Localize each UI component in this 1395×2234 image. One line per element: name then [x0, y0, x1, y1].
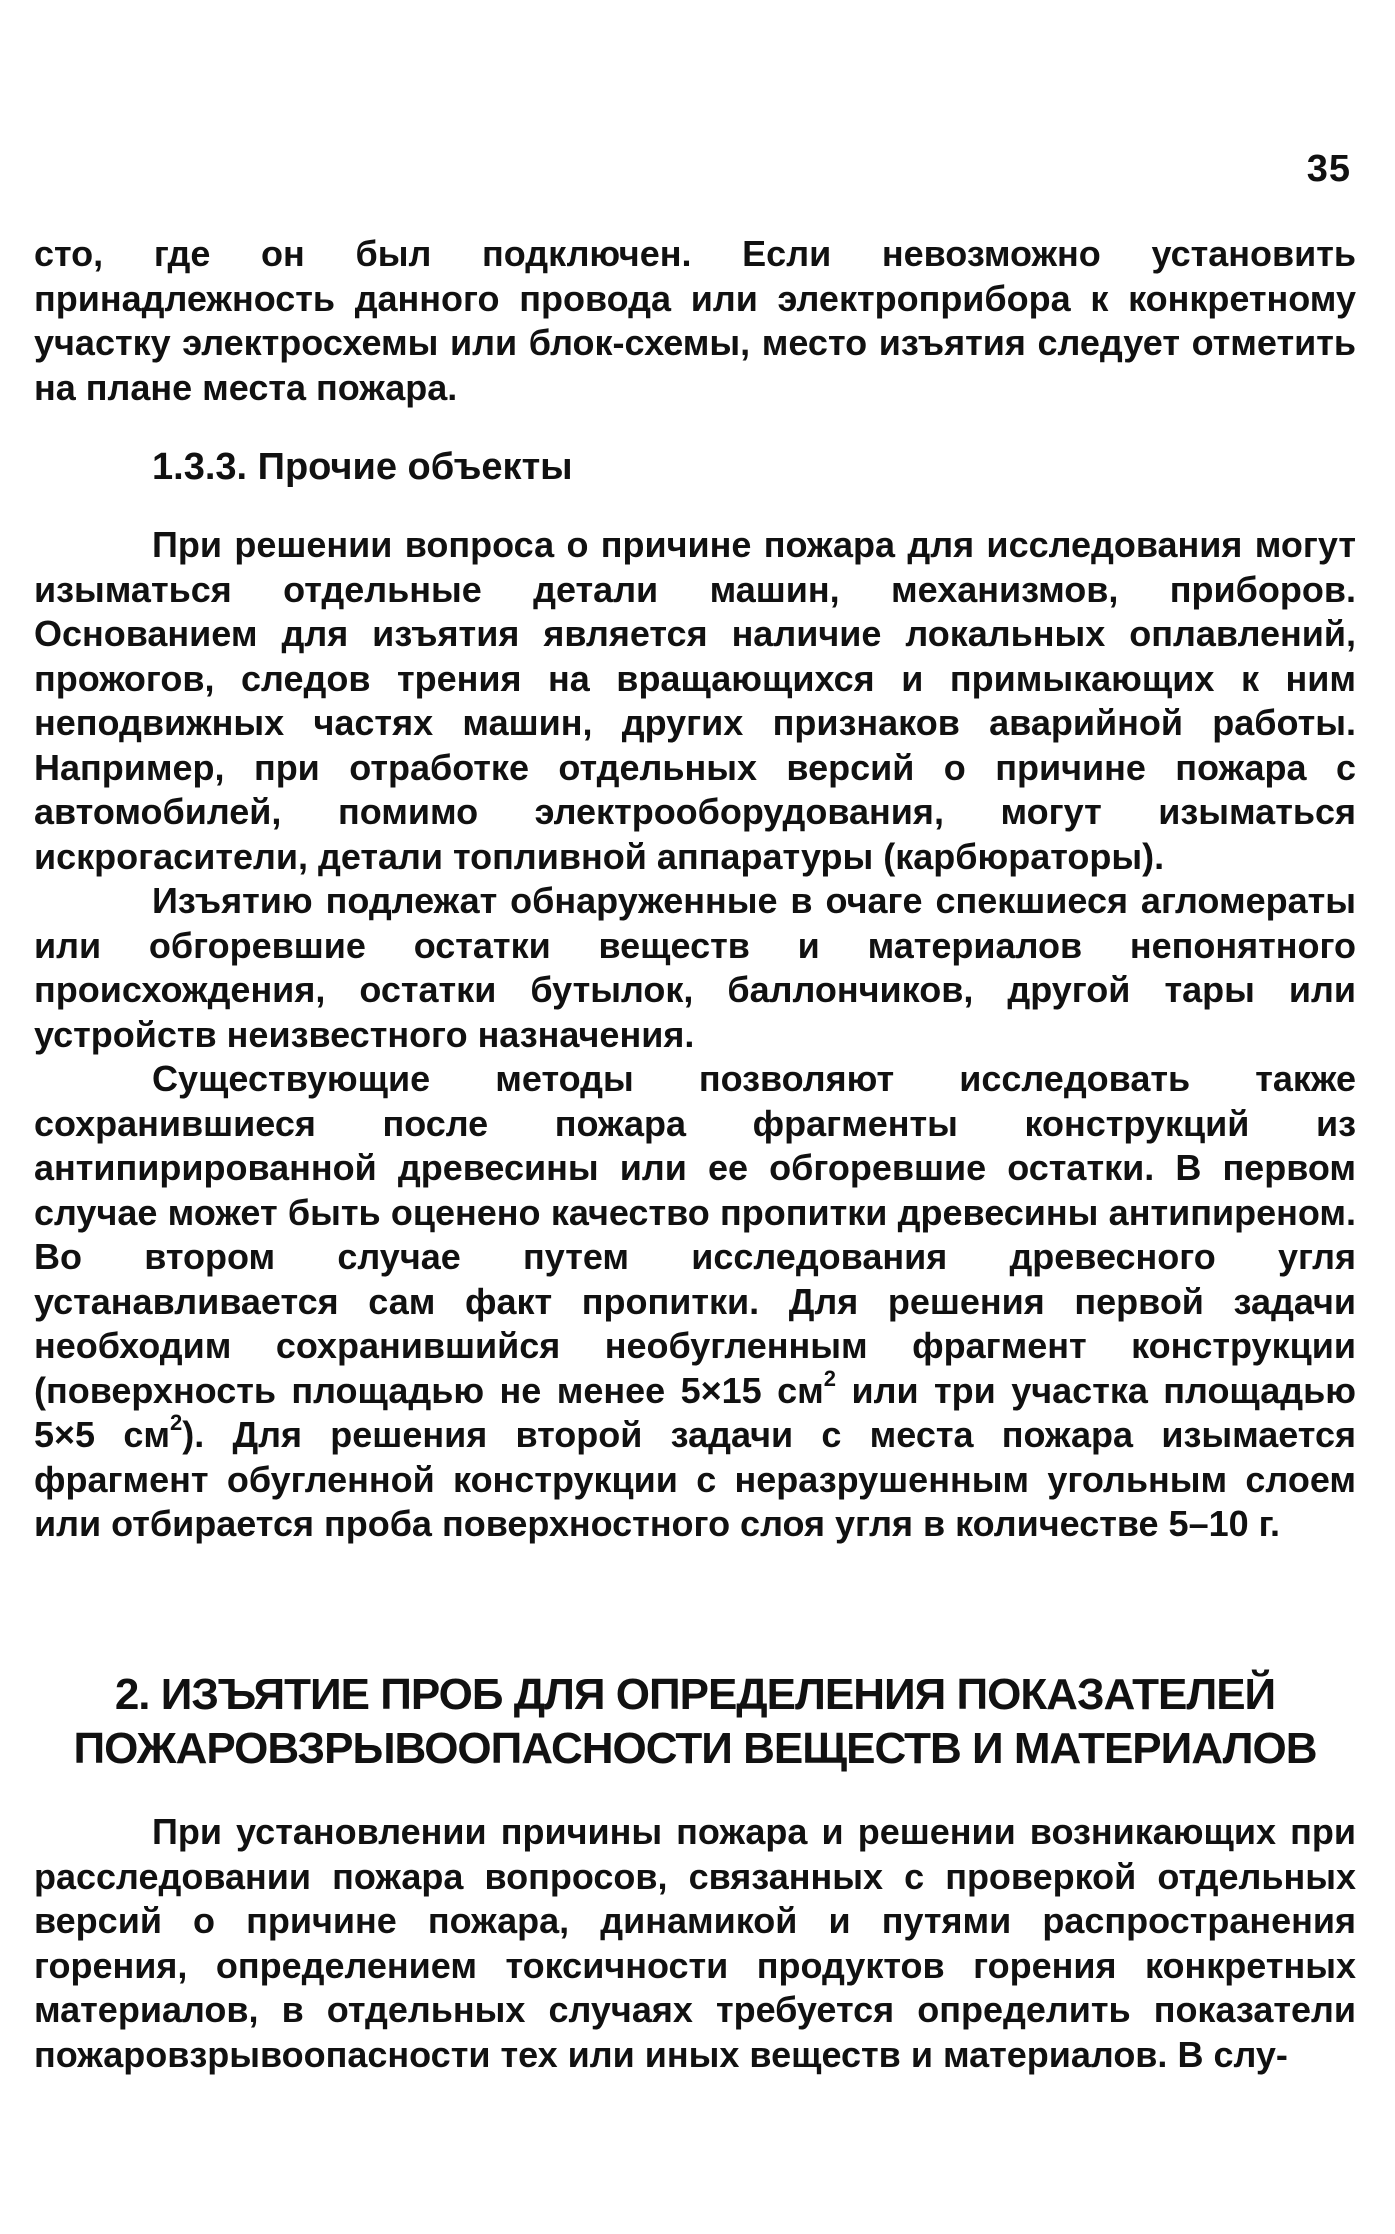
subsection-title: 1.3.3. Прочие объекты [152, 446, 573, 488]
paragraph-parts-seizure: При решении вопроса о причине пожара для исследования могут изыматься отдельные детали машин, механизмов, приборов. Основанием для изъятия является наличие локальных оплавлений, прожогов, следов трения на вращающихся и примыкающих к ним неподвижных частях машин, других признаков аварийной работы. Например, при отработке отдельных версий о причине пожара с автомобилей, помимо электрооборудования, могут изыматься искрогасители, детали топливной аппаратуры (карбюраторы). [34, 524, 1356, 877]
superscript-square-1: 2 [823, 1365, 837, 1391]
methods-text-part1: Существующие методы позволяют исследовать также сохранившиеся после пожара фрагменты конструкций из антипирированной древесины или ее обгоревшие остатки. В первом случае может быть оценено качество пропитки древесины антипиреном. Во втором случае путем исследования древесного угля устанавливается сам факт пропитки. Для решения первой задачи необходим сохранившийся необугленным фрагмент конструкции (поверхность площадью не менее 5×15 см [34, 1058, 1356, 1411]
main-text-block [34, 523, 1356, 1547]
page-number: 35 [1306, 148, 1351, 190]
superscript-square-2: 2 [170, 1410, 183, 1435]
section-2-heading [34, 1668, 1356, 1776]
section-2-heading-line-2: ПОЖАРОВЗРЫВООПАСНОСТИ ВЕЩЕСТВ И МАТЕРИАЛОВ [73, 1724, 1317, 1773]
paragraph-agglomerates: Изъятию подлежат обнаруженные в очаге спекшиеся агломераты или обгоревшие остатки веществ и материалов непонятного происхождения, остатки бутылок, баллончиков, другой тары или устройств неизвестного назначения. [34, 880, 1356, 1055]
section-2-paragraph: При установлении причины пожара и решении возникающих при расследовании пожара вопросов, связанных с проверкой отдельных версий о причине пожара, динамикой и путями распространения горения, определением токсичности продуктов горения конкретных материалов, в отдельных случаях требуется определить показатели пожаровзрывоопасности тех или иных веществ и материалов. В слу- [34, 1811, 1356, 2075]
paragraph-methods [34, 1057, 1356, 1547]
methods-text-part2: или три участка площадью 5×5 см [34, 1369, 1356, 1455]
intro-text-block [34, 232, 1356, 410]
section-2-heading-line-1: 2. ИЗЪЯТИЕ ПРОБ ДЛЯ ОПРЕДЕЛЕНИЯ ПОКАЗАТЕЛЕЙ [114, 1670, 1276, 1719]
methods-text-part3: ). Для решения второй задачи с места пожара изымается фрагмент обугленной конструкции с неразрушенным угольным слоем или отбирается проба поверхностного слоя угля в количестве 5–10 г. [34, 1414, 1356, 1544]
intro-paragraph: сто, где он был подключен. Если невозможно установить принадлежность данного провода или электроприбора к конкретному участку электросхемы или блок-схемы, место изъятия следует отметить на плане места пожара. [34, 233, 1356, 408]
section-2-text-block [34, 1810, 1356, 2077]
